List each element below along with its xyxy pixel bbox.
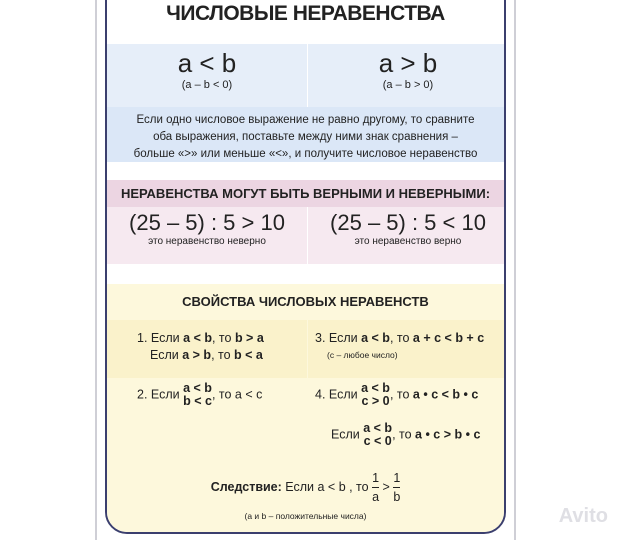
corollary: Следствие: Если a < b , то $\frac{1}{a}$ > $\frac{1}{b}$ (a и b – положительные числа) (107, 469, 504, 525)
example-expr: (25 – 5) : 5 > 10 (129, 210, 285, 235)
definition-expr: a > b (378, 48, 438, 78)
paragraph-line: оба выражения, поставьте между ними знак сравнения – (153, 131, 458, 143)
paragraph-line: Если одно числовое выражение не равно другому, то сравните (136, 114, 475, 126)
definition-greater (308, 44, 506, 107)
property-2: 2. Если a < b b < c , то a < c (137, 381, 263, 408)
paragraph-line: больше «>» или меньше «<», и получите числовое неравенство (133, 148, 478, 160)
examples-heading: НЕРАВЕНСТВА МОГУТ БЫТЬ ВЕРНЫМИ И НЕВЕРНЫМИ: (107, 180, 504, 207)
definition-note: (a – b > 0) (382, 79, 434, 91)
property-1: 1. Если a < b, то b > a Если a > b, то b < a (137, 331, 264, 362)
avito-watermark: Avito (558, 505, 608, 527)
definition-less (107, 44, 307, 107)
definition-paragraph (107, 107, 504, 162)
poster (105, 0, 506, 534)
properties-heading: СВОЙСТВА ЧИСЛОВЫХ НЕРАВЕНСТВ (182, 294, 429, 309)
definition-expr: a < b (177, 48, 237, 78)
example-verdict: это неравенство неверно (148, 236, 266, 247)
definition-note: (a – b < 0) (181, 79, 233, 91)
example-expr: (25 – 5) : 5 < 10 (330, 210, 486, 235)
example-verdict: это неравенство верно (354, 236, 462, 247)
property-3: 3. Если a < b, то a + c < b + c (с – любое число) (315, 331, 485, 360)
poster-title: ЧИСЛОВЫЕ НЕРАВЕНСТВА (166, 2, 445, 25)
corollary-note: (a и b – положительные числа) (244, 511, 367, 521)
examples-section (107, 207, 504, 264)
definitions-section (107, 44, 504, 107)
property-4: 4. Если a < b c > 0 , то a • c < b • c Если a < b c < 0 , то a • c > b • c (315, 381, 481, 448)
properties-section (107, 284, 504, 534)
